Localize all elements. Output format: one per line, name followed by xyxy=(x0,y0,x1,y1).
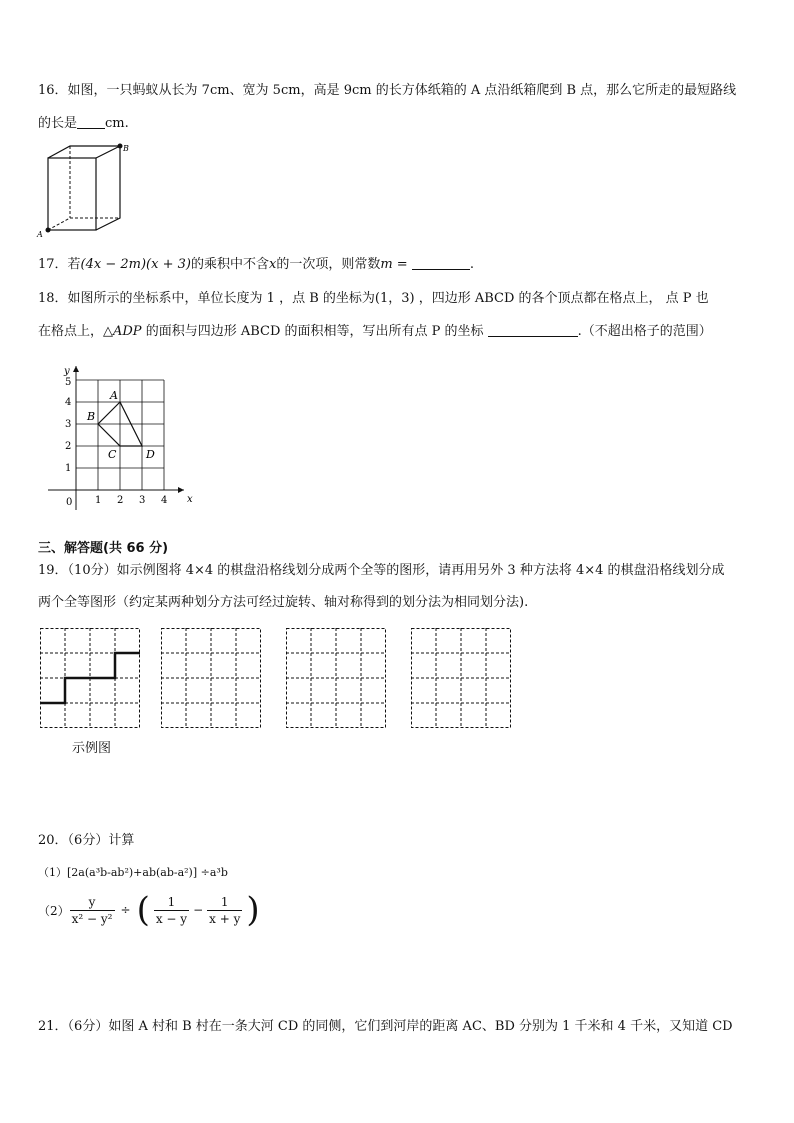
q18-y-tick: 4 xyxy=(65,397,72,408)
q19-text-line2: 两个全等图形（约定某两种划分方法可经过旋转、轴对称得到的划分法为相同划分法). xyxy=(38,595,529,610)
q17-suffix: . xyxy=(469,257,474,272)
q18-point-A-label: A xyxy=(110,389,118,402)
q17-text xyxy=(38,255,474,274)
q18-y-tick: 2 xyxy=(65,441,72,452)
q20-left-paren: ( xyxy=(136,890,150,930)
q16-label-A: A xyxy=(37,230,43,239)
q18-text-line2 xyxy=(38,322,712,341)
q18-line2-mid: 的面积与四边形 ABCD 的面积相等，写出所有点 P 的坐标 xyxy=(141,324,484,339)
q17-mid2: 的一次项，则常数 xyxy=(276,257,381,272)
q20-fraction-1 xyxy=(70,895,115,926)
q18-y-label: y xyxy=(64,366,70,377)
q20-frac2-denominator: x − y xyxy=(155,911,188,926)
q20-part2 xyxy=(38,890,260,930)
q18-y-arrow-icon xyxy=(73,366,79,372)
q19-answer-board-1[interactable] xyxy=(161,628,261,728)
q17-expression: (4x − 2m)(x + 3) xyxy=(80,257,191,272)
q20-fraction-2 xyxy=(154,895,189,926)
q16-text-line2 xyxy=(38,114,129,133)
q20-frac3-denominator: x + y xyxy=(209,911,241,926)
q19-answer-board-3[interactable] xyxy=(411,628,511,728)
q19-chessboards xyxy=(40,628,520,732)
q17-var-m: m xyxy=(380,257,393,272)
q18-y-tick: 3 xyxy=(65,419,72,430)
q18-x-tick: 1 xyxy=(95,495,102,506)
q18-x-tick: 4 xyxy=(161,495,168,506)
q20-fraction-3 xyxy=(207,895,242,926)
q18-x-arrow-icon xyxy=(178,487,184,493)
q20-part2-label: （2） xyxy=(38,903,70,918)
q18-point-B-label: B xyxy=(87,410,96,423)
q18-y-tick: 5 xyxy=(65,377,72,388)
q18-triangle-name: ADP xyxy=(113,324,142,339)
q17-prefix: 17．若 xyxy=(38,257,81,272)
q18-x-tick: 2 xyxy=(117,495,124,506)
q16-line2-suffix: cm. xyxy=(105,116,129,131)
q20-frac2-numerator: 1 xyxy=(167,894,176,909)
q18-x-tick: 3 xyxy=(139,495,146,506)
q19-example-board xyxy=(40,628,140,728)
q18-answer-blank[interactable] xyxy=(488,322,578,337)
q17-mid: 的乘积中不含 xyxy=(190,257,269,272)
q18-line2-prefix: 在格点上，△ xyxy=(38,324,113,339)
q19-text-line1: 19．（10分）如示例图将 4×4 的棋盘沿格线划分成两个全等的图形，请再用另外 3 种方法将 4×4 的棋盘沿格线划分成 xyxy=(38,563,725,578)
section-3-title: 三、解答题(共 66 分) xyxy=(38,541,169,556)
q18-point-D-label: D xyxy=(146,448,155,461)
q18-origin-label: 0 xyxy=(66,497,73,508)
q16-line2-prefix: 的长是 xyxy=(38,116,78,131)
q18-grid-lines xyxy=(76,380,164,490)
q19-answer-board-2[interactable] xyxy=(286,628,386,728)
q17-answer-blank[interactable] xyxy=(412,255,470,270)
q18-y-tick: 1 xyxy=(65,463,72,474)
q20-right-paren: ) xyxy=(246,890,260,930)
q16-answer-blank[interactable] xyxy=(77,114,105,129)
q18-text-line1: 18．如图所示的坐标系中，单位长度为 1 ，点 B 的坐标为(1，3) ，四边形 ABCD 的各个顶点都在格点上， 点 P 也 xyxy=(38,291,709,306)
q20-minus-sign: − xyxy=(193,903,204,917)
q17-var-x: x xyxy=(268,257,277,272)
q16-text-line1: 16．如图，一只蚂蚁从长为 7cm、宽为 5cm，高是 9cm 的长方体纸箱的 A 点沿纸箱爬到 B 点，那么它所走的最短路线 xyxy=(38,83,737,98)
q17-equals: = xyxy=(396,257,408,272)
q20-title: 20．（6分）计算 xyxy=(38,833,135,848)
q21-text-line1: 21．（6分）如图 A 村和 B 村在一条大河 CD 的同侧，它们到河岸的距离 AC、BD 分别为 1 千米和 4 千米，又知道 CD xyxy=(38,1019,733,1034)
q18-coordinate-grid xyxy=(44,364,194,514)
q19-example-caption: 示例图 xyxy=(72,741,112,756)
q18-x-label: x xyxy=(187,494,193,505)
q20-frac1-denominator: x² − y² xyxy=(71,911,113,926)
q16-box-diagram xyxy=(34,140,134,240)
q16-label-B: B xyxy=(123,144,129,153)
q20-frac3-numerator: 1 xyxy=(220,894,229,909)
q20-part1: （1）[2a(a³b-ab²)+ab(ab-a²)] ÷a³b xyxy=(38,866,228,879)
q20-frac1-numerator: y xyxy=(88,894,96,909)
q18-line2-suffix: .（不超出格子的范围） xyxy=(577,324,712,339)
q20-divide-sign: ÷ xyxy=(120,903,131,917)
q18-point-C-label: C xyxy=(108,448,117,461)
